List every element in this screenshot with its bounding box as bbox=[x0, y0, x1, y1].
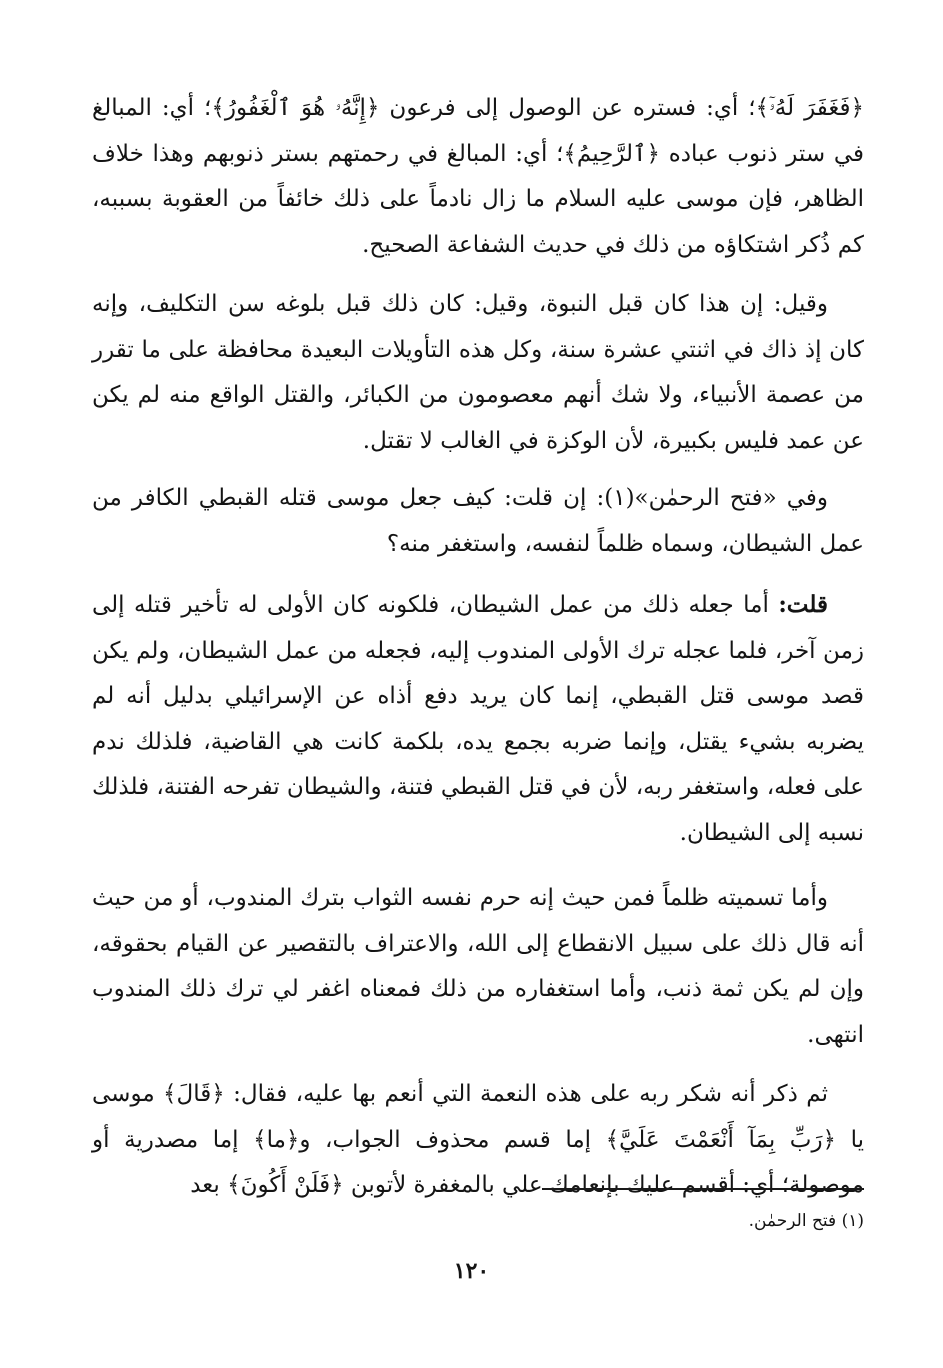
page-number: ١٢٠ bbox=[453, 1258, 490, 1284]
paragraph-1: ﴿فَغَفَرَ لَهُۥٓ﴾؛ أي: فستره عن الوصول إلى فرعون ﴿إِنَّهُۥ هُوَ ٱلْغَفُورُ﴾؛ أي: المبالغ في ستر ذنوب عباده ﴿ٱلرَّحِيمُ﴾؛ أي: المبالغ في رحمتهم بستر ذنوبهم وهذا خلاف الظاهر، فإن موسى عليه السلام ما زال نادماً على ذلك خائفاً من العقوبة بسببه، كم ذُكر اشتكاؤه من ذلك في حديث الشفاعة الصحيح. bbox=[92, 95, 864, 258]
footnote: (١) فتح الرحمٰن. bbox=[748, 1211, 864, 1231]
paragraph-3: وفي «فتح الرحمٰن»(١): إن قلت: كيف جعل موسى قتله القبطي الكافر من عمل الشيطان، وسماه ظلماً لنفسه، واستغفر منه؟ bbox=[92, 485, 864, 557]
paragraph-5: وأما تسميته ظلماً فمن حيث إنه حرم نفسه الثواب بترك المندوب، أو من حيث أنه قال ذلك على سبيل الانقطاع إلى الله، والاعتراف بالتقصير عن القيام بحقوقه، وإن لم يكن ثمة ذنب، وأما استغفاره من ذلك فمعناه اغفر لي ترك ذلك المندوب انتهى. bbox=[92, 885, 864, 1048]
page-body bbox=[92, 86, 864, 1212]
footnote-divider bbox=[542, 1188, 864, 1190]
paragraph-4-label: قلت: bbox=[778, 591, 828, 618]
paragraph-4-text: أما جعله ذلك من عمل الشيطان، فلكونه كان الأولى له تأخير قتله إلى زمن آخر، فلما عجله ترك الأولى المندوب إليه، فجعله من عمل الشيطان، ولم يكن قصد موسى قتل القبطي، إنما كان يريد دفع أذاه عن الإسرائيلي بدليل أنه لم يضربه بشيء يقتل، وإنما ضربه بجمع يده، بلكمة كانت هي القاضية، فلذلك ندم على فعله، واستغفر ربه، لأن في قتل القبطي فتنة، والشيطان تفرحه الفتنة، فلذلك نسبه إلى الشيطان. bbox=[91, 592, 864, 846]
paragraph-4 bbox=[92, 582, 864, 870]
paragraph-6: ثم ذكر أنه شكر ربه على هذه النعمة التي أنعم بها عليه، فقال: ﴿قَالَ﴾ موسى يا ﴿رَبِّ بِمَآ أَنْعَمْتَ عَلَيَّ﴾ إما قسم محذوف الجواب، و﴿ما﴾ إما مصدرية أو موصولة؛ أي: أقسم عليك بإنعامك علي بالمغفرة لأتوبن ﴿فَلَنْ أَكُونَ﴾ بعد bbox=[92, 1081, 864, 1198]
paragraph-2: وقيل: إن هذا كان قبل النبوة، وقيل: كان ذلك قبل بلوغه سن التكليف، وإنه كان إذ ذاك في اثنتي عشرة سنة، وكل هذه التأويلات البعيدة محافظة على ما تقرر من عصمة الأنبياء، ولا شك أنهم معصومون من الكبائر، والقتل الواقع منه لم يكن عن عمد فليس بكبيرة، لأن الوكزة في الغالب لا تقتل. bbox=[92, 291, 864, 454]
